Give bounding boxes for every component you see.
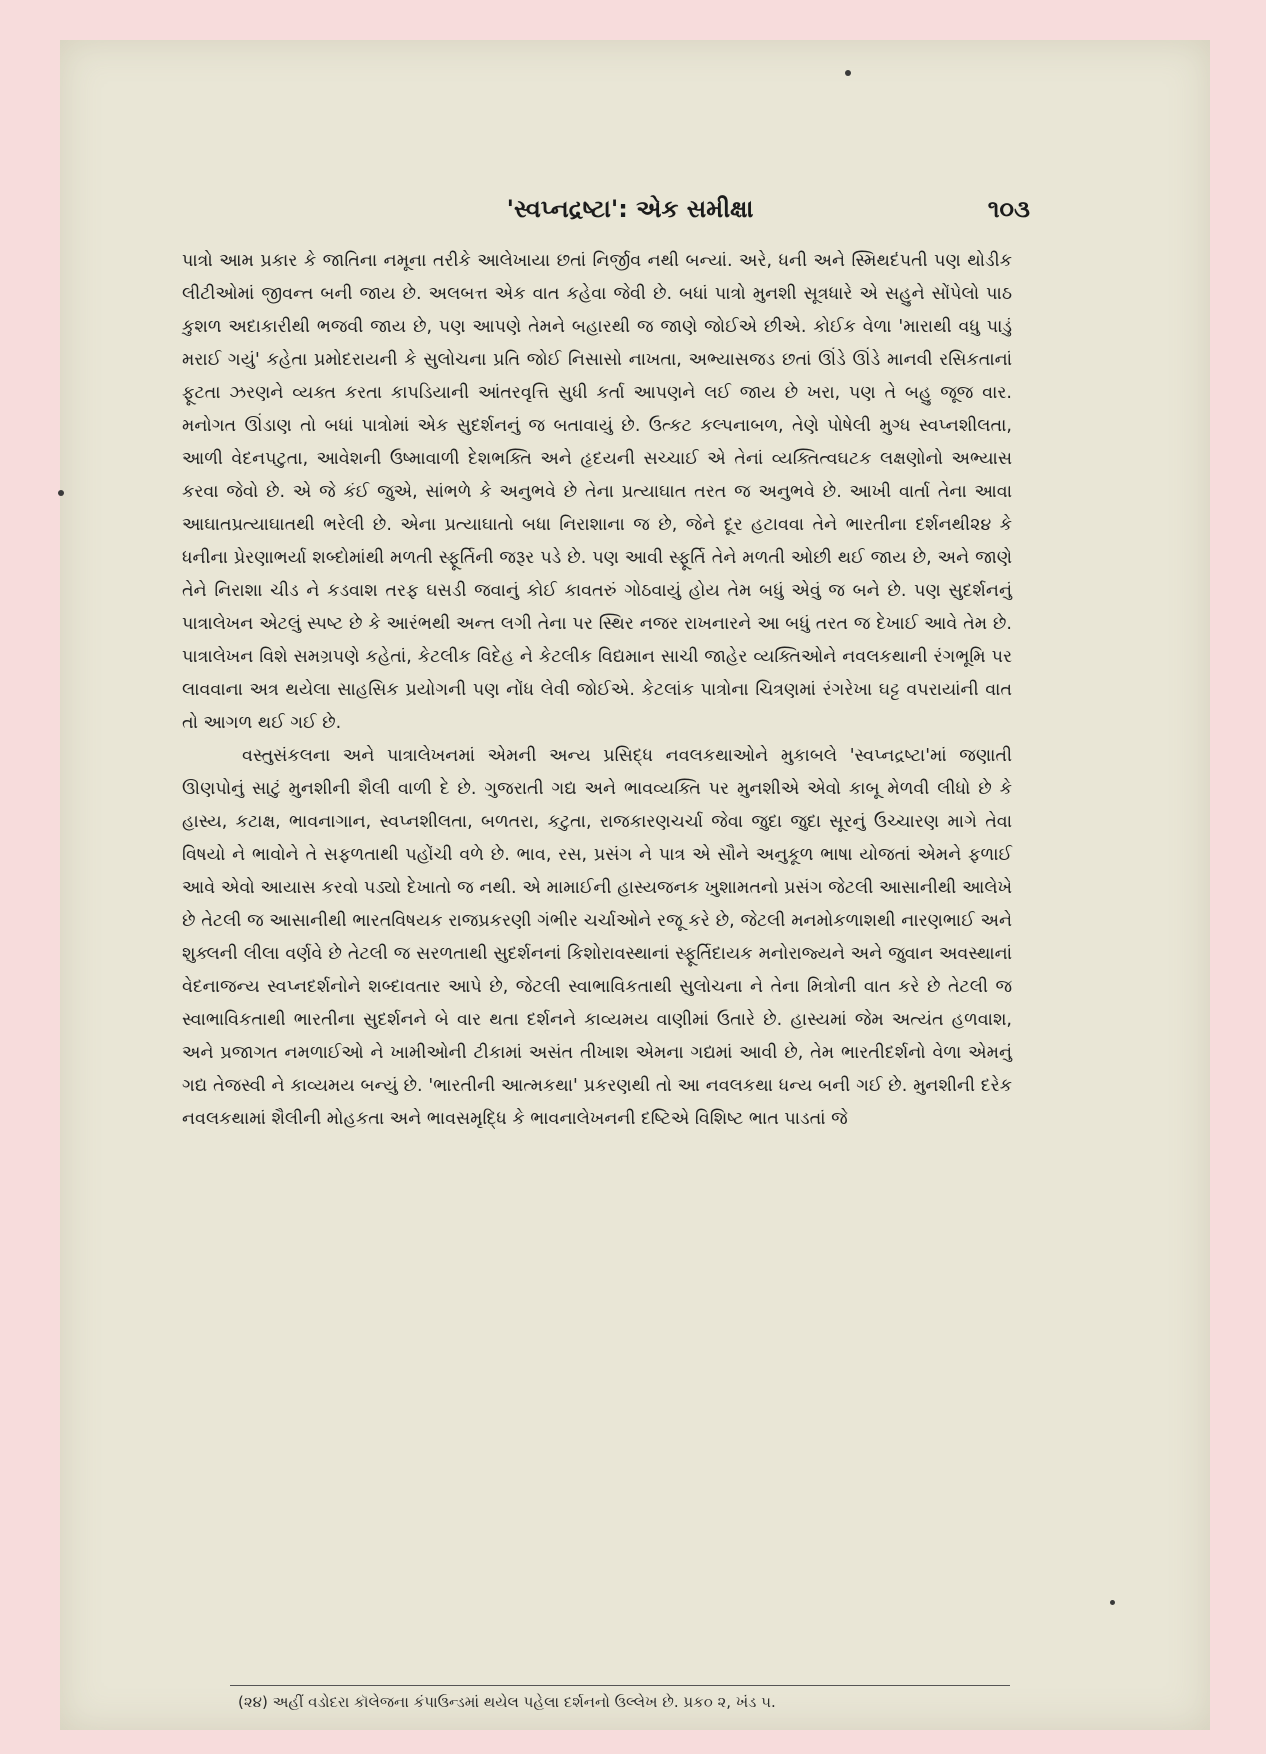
running-title: 'સ્વપ્નદ્રષ્ટા': એક સમીક્ષા <box>506 195 754 223</box>
page-number: ૧૦૩ <box>987 195 1030 223</box>
footnote: (૨૪) અહીં વડોદરા કૉલેજના કંપાઉન્ડમાં થયેલ પહેલા દર્શનનો ઉલ્લેખ છે. પ્રક૦ ૨, ખંડ ૫. <box>238 1693 776 1711</box>
paragraph: પાત્રો આમ પ્રકાર કે જાતિના નમૂના તરીકે આલેખાયા છતાં નિર્જીવ નથી બન્યાં. અરે, ધની અને સ્મિથદંપતી પણ થોડીક લીટીઓમાં જીવન્ત બની જાય છે. અલબત્ત એક વાત કહેવા જેવી છે. બધાં પાત્રો મુનશી સૂત્રધારે એ સહુને સોંપેલો પાઠ કુશળ અદાકારીથી ભજવી જાય છે, પણ આપણે તેમને બહારથી જ જાણે જોઈએ છીએ. કોઈક વેળા 'મારાથી વધુ પાડું મરાઈ ગયું' કહેતા પ્રમોદરાયની કે સુલોચના પ્રતિ જોઈ નિસાસો નાખતા, અભ્યાસજડ છતાં ઊંડે ઊંડે માનવી રસિકતાનાં ફૂટતા ઝરણને વ્યક્ત કરતા કાપડિયાની આંતરવૃત્તિ સુધી કર્તા આપણને લઈ જાય છે ખરા, પણ તે બહુ જૂજ વાર. મનોગત ઊંડાણ તો બધાં પાત્રોમાં એક સુદર્શનનું જ બતાવાયું છે. ઉત્કટ કલ્પનાબળ, તેણે પોષેલી મુગ્ધ સ્વપ્નશીલતા, આળી વેદનપટુતા, આવેશની ઉષ્માવાળી દેશભક્તિ અને હૃદયની સચ્ચાઈ એ તેનાં વ્યક્તિત્વઘટક લક્ષણોનો અભ્યાસ કરવા જેવો છે. એ જે કંઈ જુએ, સાંભળે કે અનુભવે છે તેના પ્રત્યાઘાત તરત જ અનુભવે છે. આખી વાર્તા તેના આવા આઘાતપ્રત્યાઘાતથી ભરેલી છે. એના પ્રત્યાઘાતો બધા નિરાશાના જ છે, જેને દૂર હટાવવા તેને ભારતીના દર્શનથી૨૪ કે ધનીના પ્રેરણાભર્યા શબ્દોમાંથી મળતી સ્ફૂર્તિની જરૂર પડે છે. પણ આવી સ્ફૂર્તિ તેને મળતી ઓછી થઈ જાય છે, અને જાણે તેને નિરાશા ચીડ ને કડવાશ તરફ ઘસડી જવાનું કોઈ કાવતરું ગોઠવાયું હોય તેમ બધું એવું જ બને છે. પણ સુદર્શનનું પાત્રાલેખન એટલું સ્પષ્ટ છે કે આરંભથી અન્ત લગી તેના પર સ્થિર નજર રાખનારને આ બધું તરત જ દેખાઈ આવે તેમ છે. પાત્રાલેખન વિશે સમગ્રપણે કહેતાં, કેટલીક વિદેહ ને કેટલીક વિદ્યમાન સાચી જાહેર વ્યક્તિઓને નવલકથાની રંગભૂમિ પર લાવવાના અત્ર થયેલા સાહસિક પ્રયોગની પણ નોંધ લેવી જોઈએ. કેટલાંક પાત્રોના ચિત્રણમાં રંગરેખા ઘટ્ટ વપરાયાંની વાત તો આગળ થઈ ગઈ છે. <box>182 251 1012 733</box>
footnote-rule <box>230 1685 1010 1686</box>
ink-speck <box>1110 1600 1115 1605</box>
paragraph: વસ્તુસંકલના અને પાત્રાલેખનમાં એમની અન્ય પ્રસિદ્ધ નવલકથાઓને મુકાબલે 'સ્વપ્નદ્રષ્ટા'માં જણાતી ઊણપોનું સાટું મુનશીની શૈલી વાળી દે છે. ગુજરાતી ગદ્ય અને ભાવવ્યક્તિ પર મુનશીએ એવો કાબૂ મેળવી લીધો છે કે હાસ્ય, કટાક્ષ, ભાવનાગાન, સ્વપ્નશીલતા, બળતરા, કટુતા, રાજકારણચર્ચા જેવા જુદા જુદા સૂરનું ઉચ્ચારણ માગે તેવા વિષયો ને ભાવોને તે સફળતાથી પહોંચી વળે છે. ભાવ, રસ, પ્રસંગ ને પાત્ર એ સૌને અનુકૂળ ભાષા યોજતાં એમને ફળાઈ આવે એવો આયાસ કરવો પડ્યો દેખાતો જ નથી. એ મામાઈની હાસ્યજનક ખુશામતનો પ્રસંગ જેટલી આસાનીથી આલેખે છે તેટલી જ આસાનીથી ભારતવિષયક રાજપ્રકરણી ગંભીર ચર્ચાઓને રજૂ કરે છે, જેટલી મનમોકળાશથી નારણભાઈ અને શુક્લની લીલા વર્ણવે છે તેટલી જ સરળતાથી સુદર્શનનાં કિશોરાવસ્થાનાં સ્ફૂર્તિદાયક મનોરાજ્યને અને જુવાન અવસ્થાનાં વેદનાજન્ય સ્વપ્નદર્શનોને શબ્દાવતાર આપે છે, જેટલી સ્વાભાવિકતાથી સુલોચના ને તેના મિત્રોની વાત કરે છે તેટલી જ સ્વાભાવિકતાથી ભારતીના સુદર્શનને બે વાર થતા દર્શનને કાવ્યમય વાણીમાં ઉતારે છે. હાસ્યમાં જેમ અત્યંત હળવાશ, અને પ્રજાગત નમળાઈઓ ને ખામીઓની ટીકામાં અસંત તીખાશ એમના ગદ્યમાં આવી છે, તેમ ભારતીદર્શનો વેળા એમનું ગદ્ય તેજસ્વી ને કાવ્યમય બન્યું છે. 'ભારતીની આત્મકથા' પ્રકરણથી તો આ નવલકથા ધન્ય બની ગઈ છે. મુનશીની દરેક નવલકથામાં શૈલીની મોહકતા અને ભાવસમૃદ્ધિ કે ભાવનાલેખનની દષ્ટિએ વિશિષ્ટ ભાત પાડતાં જે <box>182 746 1012 1129</box>
ink-speck <box>58 490 64 496</box>
page-header <box>140 195 1120 235</box>
ink-speck <box>845 70 851 76</box>
body-text <box>182 245 1012 1136</box>
